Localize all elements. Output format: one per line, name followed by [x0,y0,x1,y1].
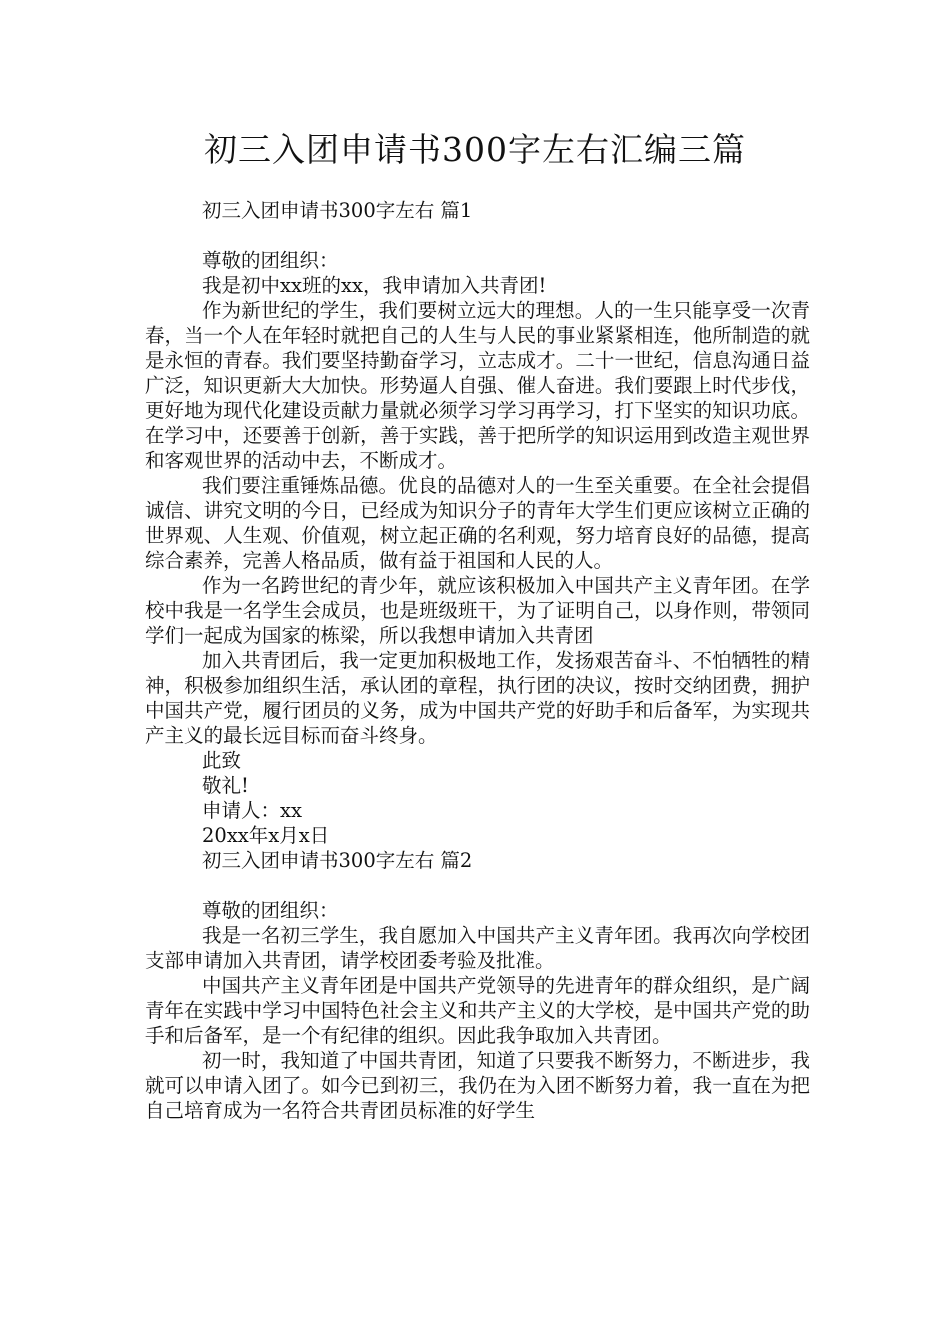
section-1-paragraph-5: 加入共青团后，我一定更加积极地工作，发扬艰苦奋斗、不怕牺牲的精神，积极参加组织生活，承认团的章程，执行团的决议，按时交纳团费，拥护中国共产党，履行团员的义务，成为中国共产党的好助手和后备军，为实现共产主义的最长远目标而奋斗终身。 [145,649,810,747]
section-1-date: 20xx年x月x日 [202,824,330,847]
section-1-paragraph-1: 我是初中xx班的xx，我申请加入共青团! [202,274,547,297]
section-2-salutation: 尊敬的团组织： [202,899,339,922]
section-2-paragraph-2: 中国共产主义青年团是中国共产党领导的先进青年的群众组织，是广阔青年在实践中学习中国特色社会主义和共产主义的大学校，是中国共产党的助手和后备军，是一个有纪律的组织。因此我争取加入共青团。 [145,974,810,1047]
document-body [145,198,810,1123]
section-1-paragraph-4: 作为一名跨世纪的青少年，就应该积极加入中国共产主义青年团。在学校中我是一名学生会成员，也是班级班干，为了证明自己，以身作则，带领同学们一起成为国家的栋梁，所以我想申请加入共青团 [145,574,810,647]
section-2-heading: 初三入团申请书300字左右 篇2 [202,849,473,872]
section-1-regards: 敬礼! [202,774,249,797]
section-1-paragraph-2: 作为新世纪的学生，我们要树立远大的理想。人的一生只能享受一次青春，当一个人在年轻时就把自己的人生与人民的事业紧紧相连，他所制造的就是永恒的青春。我们要坚持勤奋学习，立志成才。二十一世纪，信息沟通日益广泛，知识更新大大加快。形势逼人自强、催人奋进。我们要跟上时代步伐，更好地为现代化建设贡献力量就必须学习学习再学习，打下坚实的知识功底。在学习中，还要善于创新，善于实践，善于把所学的知识运用到改造主观世界和客观世界的活动中去，不断成才。 [145,299,810,472]
section-1-salutation: 尊敬的团组织： [202,249,339,272]
section-2-paragraph-3: 初一时，我知道了中国共青团，知道了只要我不断努力，不断进步，我就可以申请入团了。如今已到初三，我仍在为入团不断努力着，我一直在为把自己培育成为一名符合共青团员标准的好学生 [145,1049,810,1122]
section-1-heading: 初三入团申请书300字左右 篇1 [202,199,473,222]
section-1-closing: 此致 [202,749,242,772]
section-2-paragraph-1: 我是一名初三学生，我自愿加入中国共产主义青年团。我再次向学校团支部申请加入共青团，请学校团委考验及批准。 [145,924,810,972]
section-1-paragraph-3: 我们要注重锤炼品德。优良的品德对人的一生至关重要。在全社会提倡诚信、讲究文明的今日，已经成为知识分子的青年大学生们更应该树立正确的世界观、人生观、价值观，树立起正确的名利观，努力培育良好的品德，提高综合素养，完善人格品质，做有益于祖国和人民的人。 [145,474,810,572]
document-title: 初三入团申请书300字左右汇编三篇 [204,130,746,169]
section-1-applicant: 申请人：xx [202,799,302,822]
